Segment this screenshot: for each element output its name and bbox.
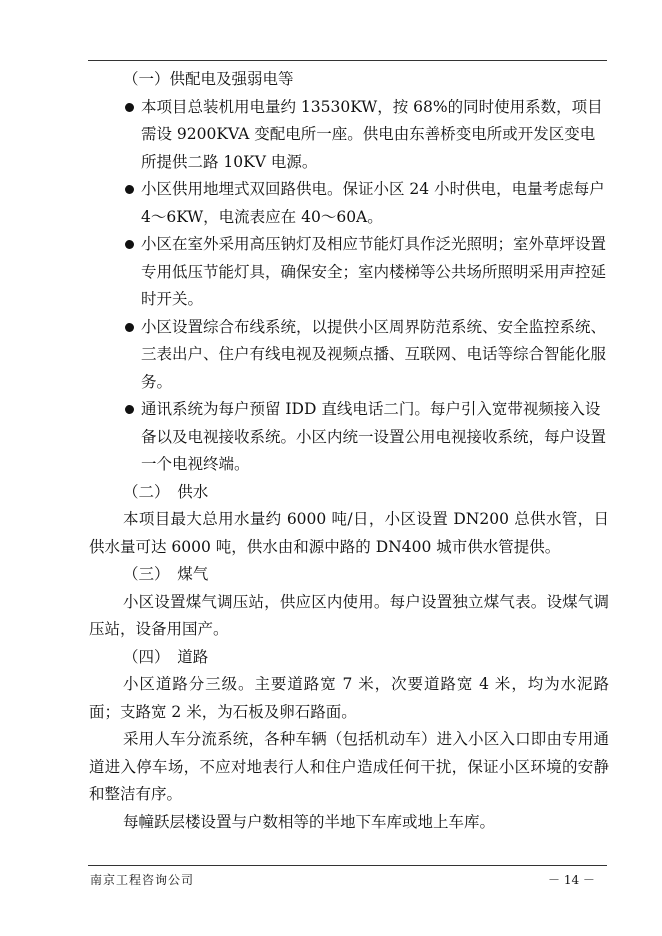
paragraph-water: 本项目最大总用水量约 6000 吨/日，小区设置 DN200 总供水管，日供水量可达 6000 吨，供水由和源中路的 DN400 城市供水管提供。 [89, 510, 609, 556]
page-number: － 14 － [548, 873, 595, 887]
section-heading-gas: （三） 煤气 [123, 565, 209, 583]
bullet-text: 通讯系统为每户预留 IDD 直线电话二门。每户引入宽带视频接入设备以及电视接收系统。小区内统一设置公用电视接收系统，每户设置一个电视终端。 [141, 400, 607, 473]
bullet-dot-icon [125, 323, 134, 332]
bullet-item [89, 396, 609, 479]
footer-company: 南京工程咨询公司 [90, 873, 195, 887]
section-heading-roads: （四） 道路 [123, 647, 209, 666]
bullet-text: 小区供用地埋式双回路供电。保证小区 24 小时供电，电量考虑每户 4～6KW，电流表应在 40～60A。 [141, 180, 605, 226]
paragraph-roads-1: 小区道路分三级。主要道路宽 7 米，次要道路宽 4 米，均为水泥路面；支路宽 2 米，为石板及卵石路面。 [89, 675, 609, 721]
section-heading-power: （一）供配电及强弱电等 [123, 70, 294, 88]
footer-rule [88, 865, 607, 866]
bullet-item [89, 231, 609, 314]
bullet-dot-icon [125, 405, 134, 414]
bullet-item [89, 314, 609, 397]
bullet-text: 小区在室外采用高压钠灯及相应节能灯具作泛光照明；室外草坪设置专用低压节能灯具，确保安全；室内楼梯等公共场所照明采用声控延时开关。 [141, 235, 607, 308]
bullet-item [89, 94, 609, 177]
paragraph-gas: 小区设置煤气调压站，供应区内使用。每户设置独立煤气表。设煤气调压站，设备用国产。 [89, 592, 609, 638]
bullet-dot-icon [125, 185, 134, 194]
bullet-text: 本项目总装机用电量约 13530KW，按 68%的同时使用系数，项目需设 9200KVA 变配电所一座。供电由东善桥变电所或开发区变电所提供二路 10KV 电源。 [141, 97, 603, 171]
bullet-text: 小区设置综合布线系统，以提供小区周界防范系统、安全监控系统、三表出户、住户有线电视及视频点播、互联网、电话等综合智能化服务。 [141, 317, 607, 391]
bullet-dot-icon [125, 240, 134, 249]
paragraph-roads-2: 采用人车分流系统，各种车辆（包括机动车）进入小区入口即由专用通道进入停车场，不应对地表行人和住户造成任何干扰，保证小区环境的安静和整洁有序。 [89, 730, 609, 803]
document-body [89, 66, 609, 836]
paragraph-roads-3: 每幢跃层楼设置与户数相等的半地下车库或地上车库。 [123, 812, 496, 831]
bullet-item [89, 176, 609, 231]
header-rule [88, 60, 607, 61]
section-heading-water: （二） 供水 [123, 482, 209, 501]
bullet-dot-icon [125, 103, 134, 112]
